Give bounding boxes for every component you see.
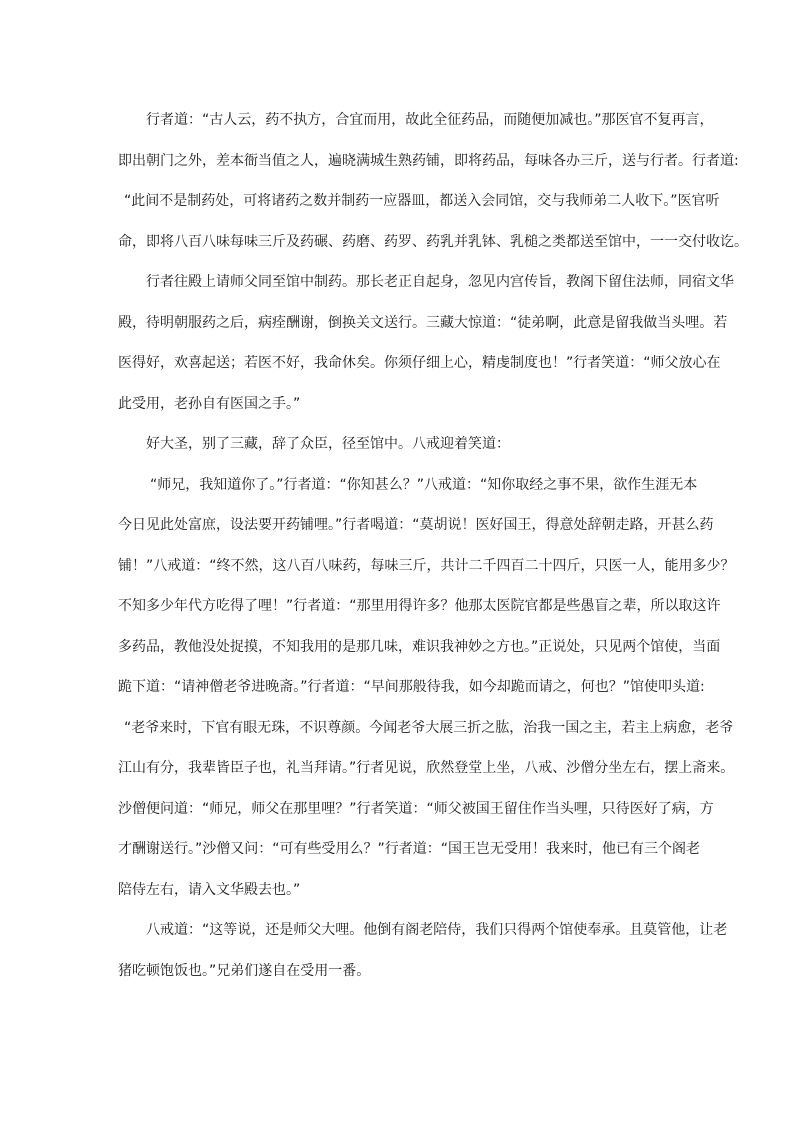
text-line: “此间不是制药处，可将诸药之数并制药一应器皿，都送入会同馆，交与我师弟二人收下。”医官听 (124, 193, 720, 209)
text-line: 命，即将八百八味每味三斤及药碾、药磨、药罗、药乳并乳钵、乳槌之类都送至馆中，一一交付收讫。 (118, 233, 748, 250)
paragraph-1 (118, 100, 748, 262)
text-line: 今日见此处富庶，设法要开药铺哩。”行者喝道：“莫胡说！医好国王，得意处辞朝走路，开甚么药 (118, 517, 714, 533)
text-line: 不知多少年代方吃得了哩！”行者道：“那里用得许多？他那太医院官都是些愚盲之辈，所以取这许 (118, 598, 721, 614)
text-line: 跪下道：“请神僧老爷进晚斋。”行者道：“早间那般待我，如今却跪而请之，何也？”馆使叩头道: (118, 679, 705, 695)
text-line: 才酬谢送行。”沙僧又问：“可有些受用么？”行者道：“国王岂无受用！我来时，他已有三个阁老 (118, 841, 701, 857)
text-line: “师兄，我知道你了。”行者道：“你知甚么？”八戒道：“知你取经之事不果，欲作生涯无本 (150, 476, 698, 493)
text-line: 此受用，老孙自有医国之手。” (118, 395, 301, 412)
document-page (118, 100, 748, 991)
text-line: 医得好，欢喜起送；若医不好，我命休矣。你须仔细上心，精虔制度也！”行者笑道：“师父放心在 (118, 355, 721, 371)
text-line: 猪吃顿饱饭也。”兄弟们遂自在受用一番。 (118, 962, 371, 979)
text-line: 多药品，教他没处捉摸，不知我用的是那几味，难识我神妙之方也。”正说处，只见两个馆使，当面 (118, 638, 721, 655)
text-line: 陪侍左右，请入文华殿去也。” (118, 881, 301, 898)
text-line: 江山有分，我辈皆臣子也，礼当拜请。”行者见说，欣然登堂上坐，八戒、沙僧分坐左右，摆上斋来。 (118, 760, 735, 776)
text-line: 铺！”八戒道：“终不然，这八百八味药，每味三斤，共计二千四百二十四斤，只医一人，能用多少？ (118, 557, 735, 574)
text-line: 殿，待明朝服药之后，病痊酬谢，倒换关文送行。三藏大惊道：“徒弟啊，此意是留我做当头哩。若 (118, 314, 728, 331)
text-line: “老爷来时，下官有眼无珠，不识尊颜。今闻老爷大展三折之肱，治我一国之主，若主上病愈，老爷 (124, 719, 734, 736)
paragraph-3 (118, 424, 680, 465)
text-line: 好大圣，别了三藏，辞了众臣，径至馆中。八戒迎着笑道： (146, 436, 510, 452)
paragraph-2 (118, 262, 734, 424)
paragraph-5 (118, 910, 728, 991)
text-line: 即出朝门之外，差本衙当值之人，遍晓满城生熟药铺，即将药品，每味各办三斤，送与行者。行者道: (118, 152, 739, 169)
paragraph-4 (118, 465, 735, 911)
text-line: 沙僧便问道：“师兄，师父在那里哩？”行者笑道：“师父被国王留住作当头哩，只待医好了病，方 (118, 800, 714, 817)
text-line: 行者往殿上请师父同至馆中制药。那长老正自起身，忽见内宫传旨，教阁下留住法师，同宿文华 (146, 274, 734, 290)
text-line: 八戒道：“这等说，还是师父大哩。他倒有阁老陪侍，我们只得两个馆使奉承。且莫管他，让老 (146, 922, 728, 938)
text-line: 行者道：“古人云，药不执方，合宜而用，故此全征药品，而随便加减也。”那医官不复再言， (146, 112, 714, 128)
